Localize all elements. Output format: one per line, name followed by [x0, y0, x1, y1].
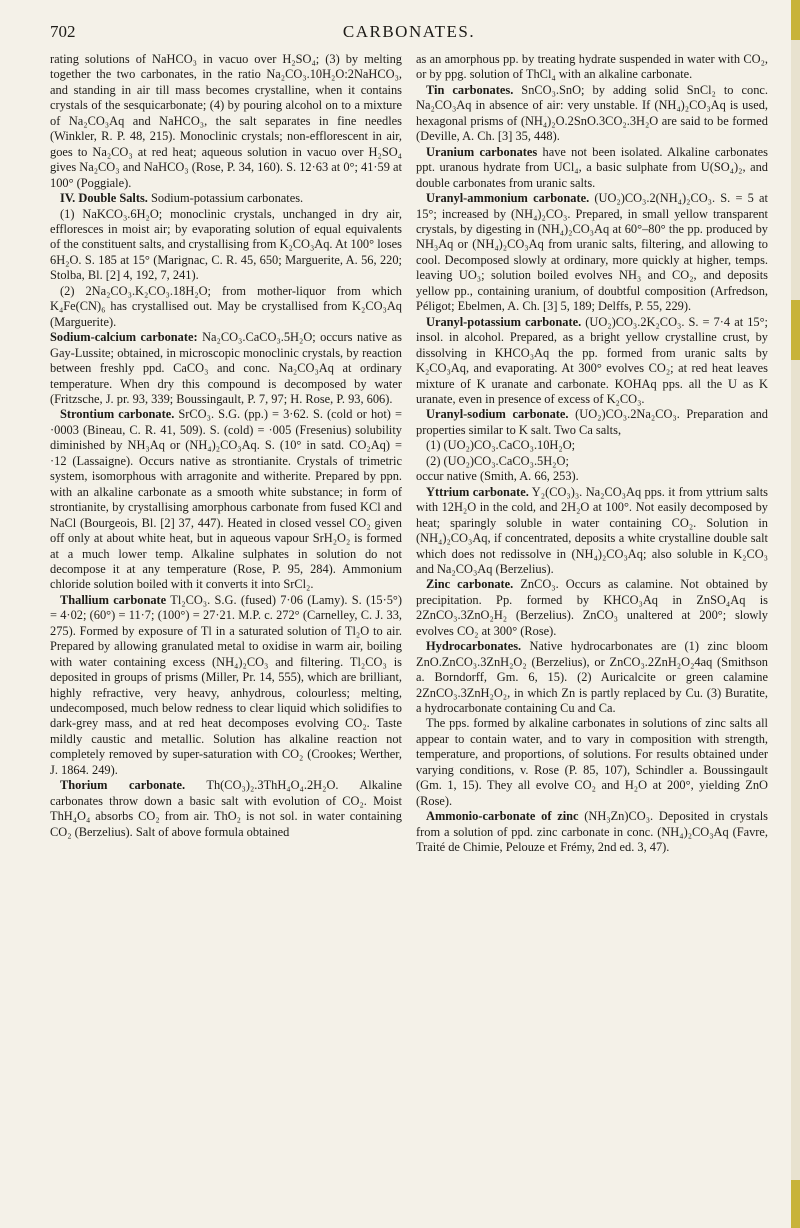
paragraph	[416, 52, 768, 83]
paragraph-text: ZnCO₃. Occurs as calamine. Not obtained by precipitation. Pp. formed by KHCO₃Aq in ZnSO₄Aq is 2ZnCO₃.3ZnO₂H₂ (Berzelius). ZnCO₃ unaltered at 200°; slowly evolves CO₂ at 300° (Rose).	[416, 577, 768, 638]
right-column	[416, 52, 768, 856]
page-number: 702	[50, 22, 76, 41]
edge-tab	[791, 300, 800, 360]
paragraph-text: (UO₂)CO₃.2K₂CO₃. S. = 7·4 at 15°; insol. in alcohol. Prepared, as a bright yellow crystalline crust, by dissolving in KHCO₃Aq the pp. formed from uranic salts by K₂CO₃Aq, and evaporating. At 300° evolves CO₂; at red heat leaves mixture of K uranate and carbonate. KOHAq pps. all the U as K uranate, even in presence of excess of K₂CO₃.	[416, 314, 768, 406]
paragraph	[50, 407, 402, 592]
paragraph	[416, 315, 768, 408]
running-head: CARBONATES.	[342, 22, 476, 41]
entry-heading: Hydrocarbonates.	[426, 639, 522, 654]
paragraph-text: (1) (UO₂)CO₃.CaCO₃.10H₂O;	[426, 438, 576, 453]
paragraph	[416, 809, 768, 855]
paragraph-text: (2) 2Na₂CO₃.K₂CO₃.18H₂O; from mother-liquor from which K₄Fe(CN)₆ has crystallised out. May be crystallised from K₂CO₃Aq (Marguerite).	[50, 283, 402, 329]
paragraph-text: SrCO₃. S.G. (pp.) = 3·62. S. (cold or hot) = ·0003 (Bineau, C. R. 41, 509). S. (cold) = ·005 (Fresenius) solubility diminished by NH₃Aq or (NH₄)₂CO₃Aq. S. (10° in satd. CO₂Aq) = ·12 (Lassaigne). Occurs native as strontianite. Crystals of trimetric system, isomorphous with arragonite and witherite. Prepared by ppn. with an alkaline carbonate as a smooth white substance; in form of strontianite, by crystallising amorphous carbonate from fused KCl and NaCl (Bourgeois, Bl. [2] 37, 447). Heated in closed vessel CO₂ given off only at about white heat, but in aqueous vapour SrH₂O₂ is formed at a much lower temp. Alkaline sulphates in solution do not decompose it at any temperature (Rose, P. 95, 284). Ammonium chloride solution boiled with it converts it into SrCl₂.	[50, 407, 402, 592]
entry-heading: Strontium carbonate.	[60, 407, 175, 422]
paragraph-text: SnCO₃.SnO; by adding solid SnCl₂ to conc. Na₂CO₃Aq in absence of air: very unstable. If (NH₄)₂CO₃Aq is used, hexagonal prisms of (NH₄)₂O.2SnO.3CO₂.3H₂O are said to be formed (Deville, A. Ch. [3] 35, 448).	[416, 82, 768, 144]
paragraph	[50, 778, 402, 840]
entry-heading: Sodium-calcium carbonate:	[50, 330, 198, 345]
paragraph	[416, 485, 768, 578]
paragraph-text: Na₂CO₃.CaCO₃.5H₂O; occurs native as Gay-Lussite; obtained, in microscopic monoclinic crystals, by reaction between freshly ppd. CaCO₃ and conc. Na₂CO₃Aq at ordinary temperature. When dry this compound is decomposed by water (Fritzsche, J. pr. 93, 339; Boussingault, P. 7, 97; H. Rose, P. 93, 606).	[50, 330, 402, 406]
paragraph	[416, 191, 768, 315]
paragraph	[416, 716, 768, 809]
left-column	[50, 52, 402, 840]
paragraph	[416, 407, 768, 438]
edge-tab	[791, 0, 800, 40]
paragraph-text: (2) (UO₂)CO₃.CaCO₃.5H₂O;	[426, 453, 569, 468]
entry-heading: Thorium carbonate.	[60, 778, 186, 793]
page-edge-tabs	[791, 0, 800, 1228]
entry-heading: Tin carbonates.	[426, 82, 514, 97]
paragraph	[50, 593, 402, 778]
entry-heading: Ammonio-carbonate of zinc	[426, 809, 579, 824]
paragraph-text: Y₂(CO₃)₃. Na₂CO₃Aq pps. it from yttrium salts with 12H₂O in the cold, and 2H₂O at 100°. Not easily decomposed by heat; sparingly soluble in water containing CO₂. Solution in (NH₄)₂CO₃Aq, if concentrated, deposits a white crystalline double salt which does not redissolve in (NH₄)₂CO₃Aq; also soluble in K₂CO₃ and Na₂CO₃Aq (Berzelius).	[416, 484, 768, 576]
entry-heading: Thallium carbonate	[60, 592, 167, 607]
paragraph-text: (UO₂)CO₃.2(NH₄)₂CO₃. S. = 5 at 15°; increased by (NH₄)₂CO₃. Prepared, in small yellow transparent crystals, by digesting in (NH₄)₂CO₃Aq at 60°–80° the pp. produced by NH₃Aq or (NH₄)₂CO₃Aq from uranic salts, filtering, and allowing to cool. Decomposed slowly at ordinary, more quickly at higher, temps. leaving UO₃; solution boiled evolves NH₃ and CO₂, and deposits yellow pp., containing uranium, of doubtful composition (Arfredson, Péligot; Ebelmen, A. Ch. [3] 5, 189; Delffs, P. 55, 229).	[416, 191, 768, 314]
edge-tab	[791, 1180, 800, 1228]
paragraph-text: Sodium-potassium carbonates.	[147, 191, 304, 206]
paragraph-text: Tl₂CO₃. S.G. (fused) 7·06 (Lamy). S. (15·5°) = 4·02; (60°) = 11·7; (100°) = 27·21. M.P. c. 272° (Carnelley, C. J. 33, 275). Formed by exposure of Tl in a saturated solution of Tl₂O to air. Prepared by allowing granulated metal to oxidise in warm air, boiling with water containing excess (NH₄)₂CO₃ and filtering. Tl₂CO₃ is deposited in groups of prisms (Miller, Pr. 14, 555), which are brilliant, highly refractive, very heavy, anhydrous, colourless; melting, undecomposed, much below redness to clear liquid which solidifies to dark-grey mass, and at red heat decomposes evolving CO₂. Taste mildly caustic and metallic. Solution has alkaline reaction not completely removed by super-saturation with CO₂ (Crookes; Werther, J. 1864. 249).	[50, 592, 402, 777]
paragraph	[416, 469, 768, 484]
paragraph-text: Native hydrocarbonates are (1) zinc bloom ZnO.ZnCO₃.3ZnH₂O₂ (Berzelius), or ZnCO₃.2ZnH₂O₂4aq (Smithson a. Borndorff, Gm. 6, 15). (2) Auricalcite or green calamine 2ZnCO₃.3ZnH₂O₂, in which Zn is partly replaced by Cu. (3) Buratite, a hydrocarbonate containing Cu and Ca.	[416, 639, 768, 716]
paragraph-text: occur native (Smith, A. 66, 253).	[416, 469, 579, 484]
paragraph	[416, 454, 768, 469]
paragraph	[416, 639, 768, 716]
paragraph	[416, 83, 768, 145]
paragraph	[50, 284, 402, 330]
paragraph	[416, 438, 768, 453]
paragraph-text: The pps. formed by alkaline carbonates in solutions of zinc salts all appear to contain water, and to vary in composition with strength, temperature, and proportions, of solutions. For results obtained under varying conditions, v. Rose (P. 85, 107), Schindler a. Boussingault (Gm. 1, 15). They all evolve CO₂ and H₂O at 200°, yielding ZnO (Rose).	[416, 716, 768, 808]
paragraph-text: as an amorphous pp. by treating hydrate suspended in water with CO₂, or by ppg. solution of ThCl₄ with an alkaline carbonate.	[416, 52, 768, 82]
page-header	[50, 22, 768, 46]
paragraph	[50, 330, 402, 407]
paragraph	[416, 577, 768, 639]
paragraph-text: Th(CO₃)₂.3ThH₄O₄.2H₂O. Alkaline carbonates throw down a basic salt with evolution of CO₂. Moist ThH₄O₄ absorbs CO₂ from air. ThO₂ is not sol. in water containing CO₂ (Berzelius). Salt of above formula obtained	[50, 778, 402, 839]
entry-heading: Yttrium carbonate.	[426, 484, 529, 499]
paragraph	[50, 191, 402, 206]
paragraph	[50, 207, 402, 284]
entry-heading: Uranium carbonates	[426, 144, 538, 159]
paragraph-text: (NH₃Zn)CO₃. Deposited in crystals from a solution of ppd. zinc carbonate in conc. (NH₄)₂CO₃Aq (Favre, Traité de Chimie, Pelouze et Frémy, 2nd ed. 3, 47).	[416, 809, 768, 855]
entry-heading: IV. Double Salts.	[60, 191, 148, 206]
entry-heading: Uranyl-potassium carbonate.	[426, 314, 582, 329]
paragraph	[50, 52, 402, 191]
paragraph-text: rating solutions of NaHCO₃ in vacuo over H₂SO₄; (3) by melting together the two carbonates, in the ratio Na₂CO₃.10H₂O:2NaHCO₃, and standing in air till mass becomes crystalline, when it contains crystals of the sesquicarbonate; (4) by pouring alcohol on to a mixture of Na₂CO₃Aq and NaHCO₃, the salt separates in fine needles (Winkler, R. P. 48, 215). Monoclinic crystals; non-efflorescent in air, goes to Na₂CO₃ at red heat; aqueous solution in vacuo over H₂SO₄ gives Na₂CO₃ and NaHCO₃ (Rose, P. 34, 160). S. 12·63 at 0°; 41·59 at 100° (Poggiale).	[50, 52, 402, 190]
paragraph-text: have not been isolated. Alkaline carbonates ppt. uranous hydrate from UCl₄, a basic sulphate from U(SO₄)₂, and double carbonates from uranic salts.	[416, 144, 768, 190]
entry-heading: Zinc carbonate.	[426, 577, 514, 592]
entry-heading: Uranyl-ammonium carbonate.	[426, 191, 590, 206]
paragraph	[416, 145, 768, 191]
paragraph-text: (1) NaKCO₃.6H₂O; monoclinic crystals, unchanged in dry air, effloresces in moist air; by evaporating solution of equal equivalents of the constituent salts, and crystallising from K₂CO₃Aq. At 100° loses 6H₂O. S. 185 at 15° (Marignac, C. R. 45, 650; Marguerite, A. 56, 220; Stolba, Bl. [2] 4, 192, 7, 241).	[50, 206, 402, 283]
entry-heading: Uranyl-sodium carbonate.	[426, 407, 569, 422]
paragraph-text: (UO₂)CO₃.2Na₂CO₃. Preparation and properties similar to K salt. Two Ca salts,	[416, 407, 768, 437]
